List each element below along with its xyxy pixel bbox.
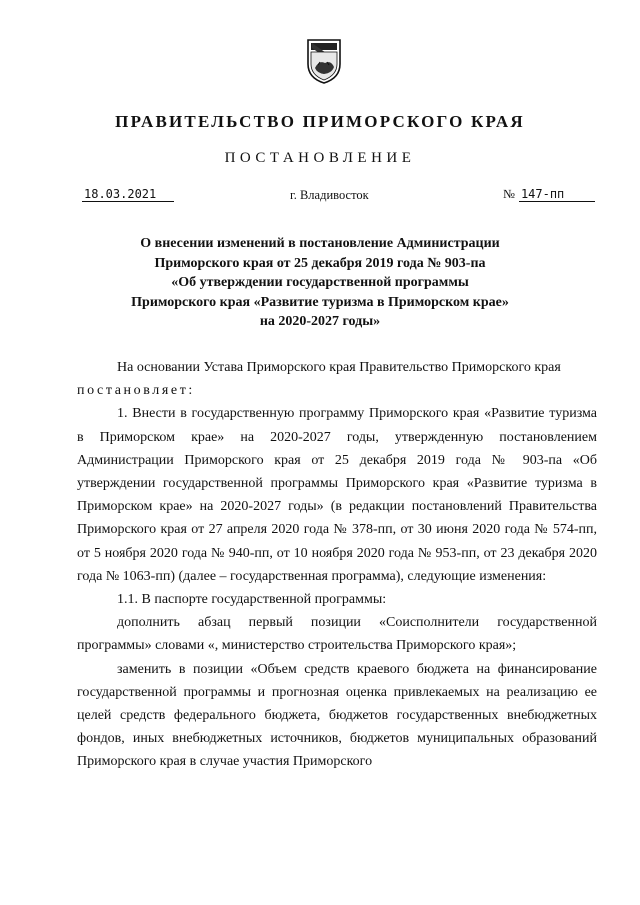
subject-line: на 2020-2027 годы» xyxy=(259,314,381,329)
subject-line: Приморского края от 25 декабря 2019 года № 903-па xyxy=(154,255,486,271)
paragraph-basis: На основании Устава Приморского края Правительство Приморского края xyxy=(117,360,561,375)
paragraph-decree: постановляет: xyxy=(77,383,195,399)
document-body xyxy=(77,356,597,774)
paragraph-amend-budget: заменить в позиции «Объем средств краевого бюджета на финансирование государственной программы и прогнозная оценка привлекаемых на реализацию ее целей средств федерального бюджета, бюджетов государственных внебюджетных фондов, иных внебюджетных источников, бюджетов муниципальных образований Приморского края в случае участия Приморского xyxy=(77,661,597,770)
paragraph-item-1: 1. Внести в государственную программу Приморского края «Развитие туризма в Приморском крае» на 2020-2027 годы, утвержденную постановлением Администрации Приморского края от 25 декабря 2019 года № 903-па «Об утверждении государственной программы Приморского края «Развитие туризма в Приморском крае» на 2020-2027 годы» (в редакции постановлений Правительства Приморского края от 27 апреля 2020 года № 378-пп, от 30 июня 2020 года № 574-пп, от 5 ноября 2020 года № 940-пп, от 10 ноября 2020 года № 953-пп, от 23 декабря 2020 года № 1063-пп) (далее – государственная программа), следующие изменения: xyxy=(77,406,597,584)
number-sign: № xyxy=(503,187,515,201)
document-number-block xyxy=(503,187,595,202)
coat-of-arms-emblem xyxy=(305,38,343,84)
document-subject xyxy=(60,234,580,332)
subject-line: «Об утверждении государственной программы xyxy=(171,275,469,290)
government-title: ПРАВИТЕЛЬСТВО ПРИМОРСКОГО КРАЯ xyxy=(115,112,525,131)
paragraph-amend-coexecutors: дополнить абзац первый позиции «Соисполнители государственной программы» словами «, министерство строительства Приморского края»; xyxy=(77,615,597,654)
subject-line: О внесении изменений в постановление Администрации xyxy=(140,236,500,251)
document-number: 147-пп xyxy=(519,187,595,202)
document-type: ПОСТАНОВЛЕНИЕ xyxy=(224,150,416,166)
document-date: 18.03.2021 xyxy=(82,187,174,202)
subject-line: Приморского края «Развитие туризма в Приморском крае» xyxy=(131,294,509,310)
paragraph-item-1-1: 1.1. В паспорте государственной программы: xyxy=(117,592,387,608)
document-city: г. Владивосток xyxy=(290,188,369,202)
